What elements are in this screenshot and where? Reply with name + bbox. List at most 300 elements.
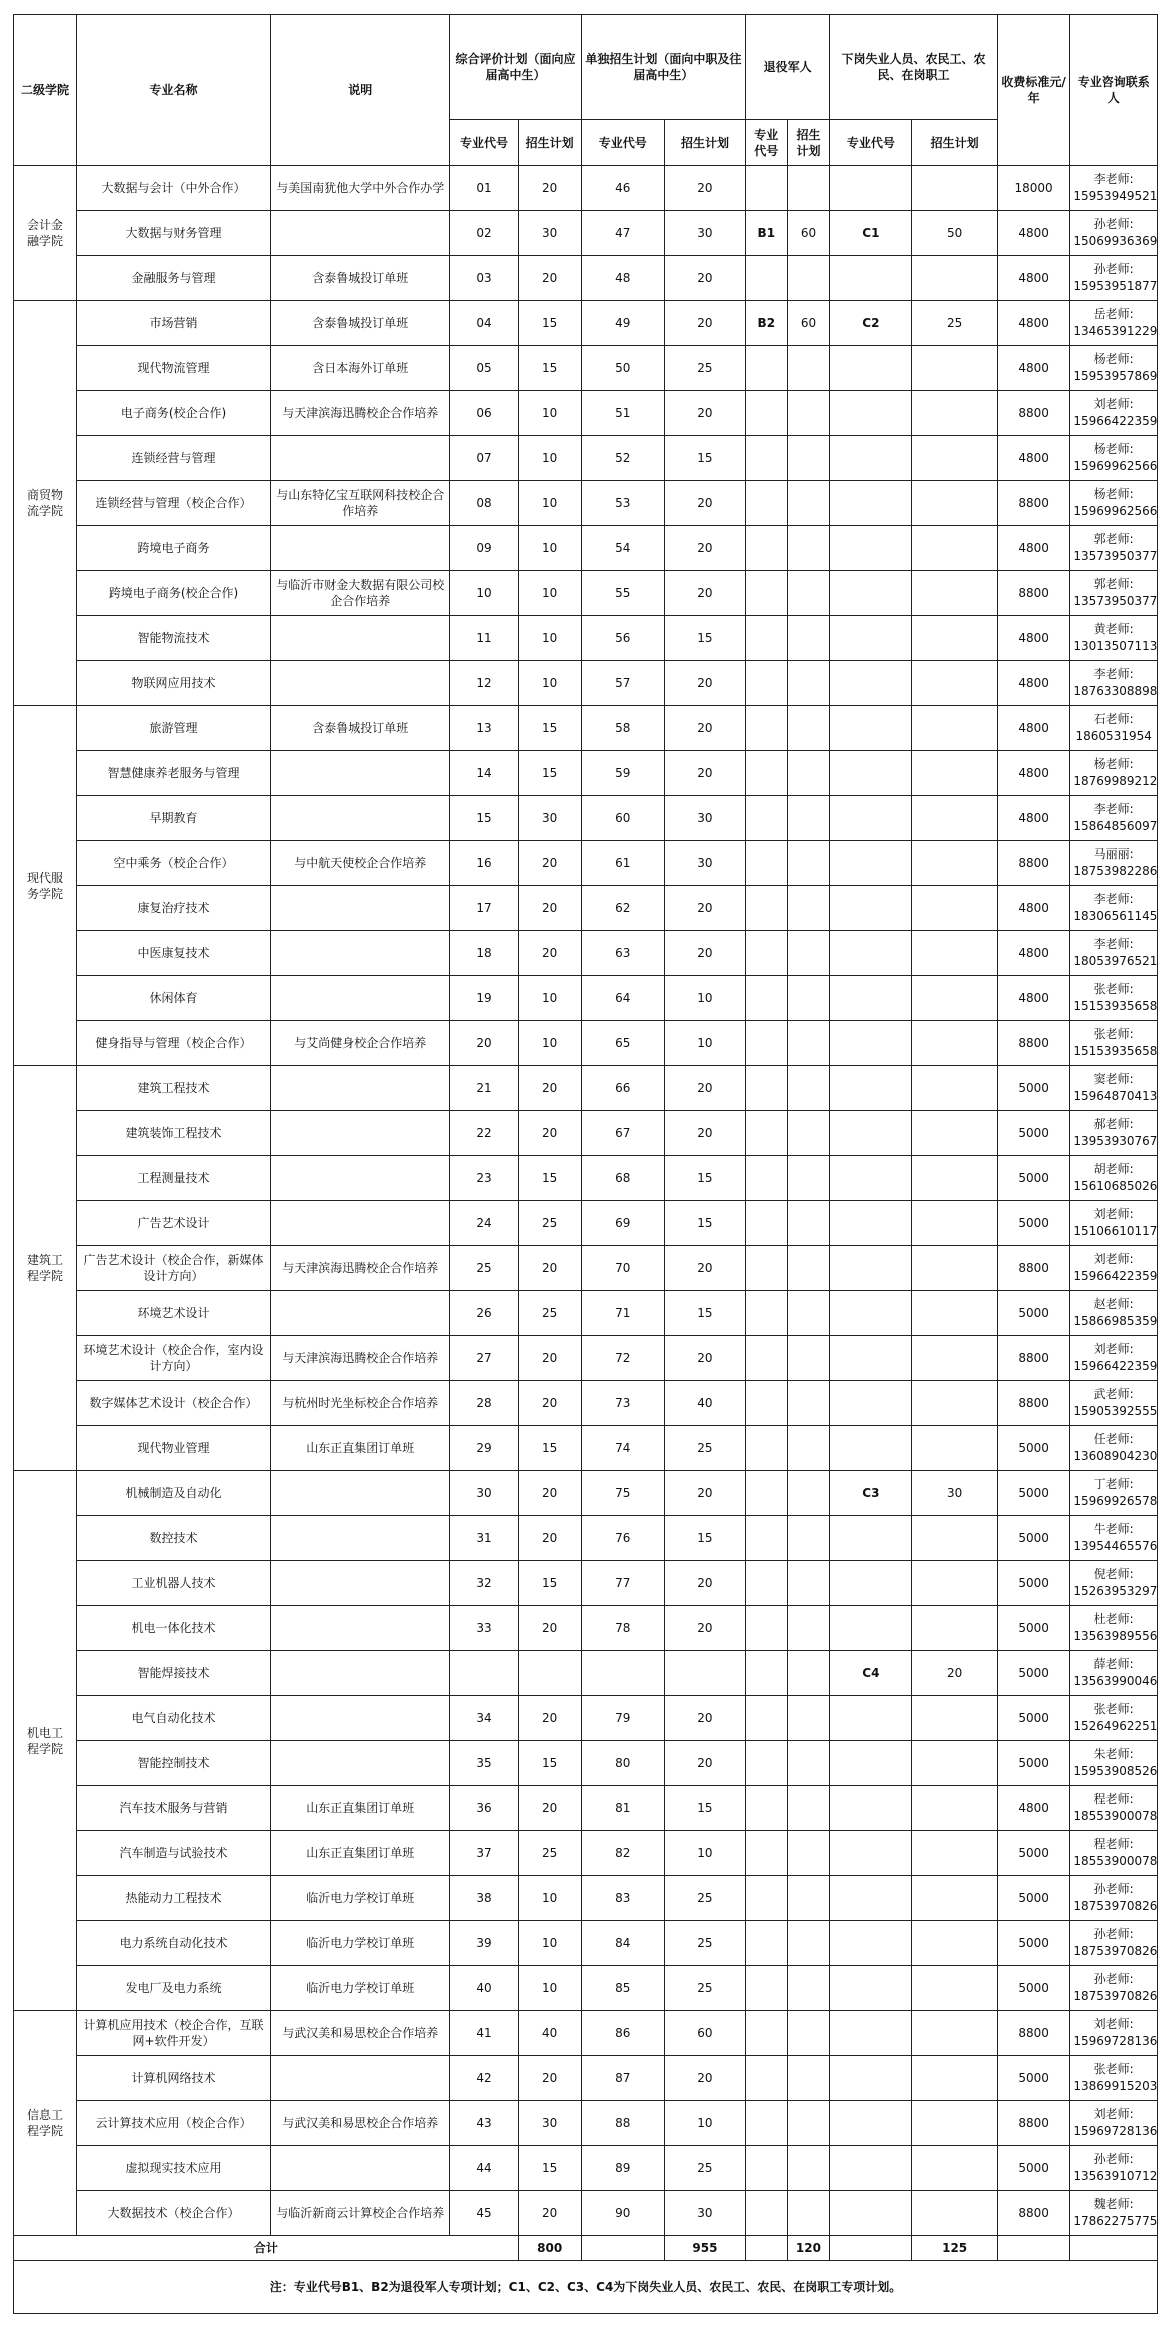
major-name: 发电厂及电力系统 [76, 1966, 270, 2011]
code-veteran [746, 1201, 788, 1246]
contact-cell [1070, 1246, 1158, 1291]
fee: 5000 [997, 1921, 1070, 1966]
major-desc: 与武汉美和易思校企合作培养 [271, 2011, 450, 2056]
table-row [14, 391, 1158, 436]
totals-spacer-1 [581, 2236, 664, 2261]
plan-comp-eval: 25 [518, 1291, 581, 1336]
plan-single: 20 [664, 1336, 745, 1381]
table-row [14, 1246, 1158, 1291]
code-comp-eval: 41 [450, 2011, 518, 2056]
plan-laid-off [912, 436, 997, 481]
code-laid-off [830, 1696, 912, 1741]
plan-veteran [787, 2191, 830, 2236]
plan-veteran [787, 2146, 830, 2191]
code-laid-off [830, 1516, 912, 1561]
major-name: 空中乘务（校企合作） [76, 841, 270, 886]
fee: 5000 [997, 1741, 1070, 1786]
code-laid-off: C1 [830, 211, 912, 256]
table-row [14, 436, 1158, 481]
plan-laid-off [912, 526, 997, 571]
plan-laid-off [912, 886, 997, 931]
plan-comp-eval: 10 [518, 661, 581, 706]
contact-cell [1070, 436, 1158, 481]
major-name: 大数据与会计（中外合作） [76, 166, 270, 211]
plan-veteran [787, 526, 830, 571]
major-name: 连锁经营与管理（校企合作） [76, 481, 270, 526]
contact-teacher: 李老师: [1093, 802, 1134, 816]
code-comp-eval: 14 [450, 751, 518, 796]
code-veteran [746, 2101, 788, 2146]
plan-veteran [787, 706, 830, 751]
code-single: 73 [581, 1381, 664, 1426]
major-desc [271, 1471, 450, 1516]
contact-teacher: 丁老师: [1093, 1477, 1134, 1491]
code-single: 62 [581, 886, 664, 931]
plan-single: 25 [664, 1426, 745, 1471]
fee: 5000 [997, 1876, 1070, 1921]
plan-veteran [787, 571, 830, 616]
plan-single: 20 [664, 1696, 745, 1741]
plan-comp-eval: 10 [518, 616, 581, 661]
contact-cell [1070, 841, 1158, 886]
table-row [14, 1156, 1158, 1201]
contact-teacher: 杨老师: [1093, 352, 1134, 366]
code-single: 86 [581, 2011, 664, 2056]
code-veteran [746, 2146, 788, 2191]
plan-laid-off [912, 1381, 997, 1426]
contact-cell [1070, 2101, 1158, 2146]
fee: 4800 [997, 931, 1070, 976]
code-comp-eval [450, 1651, 518, 1696]
major-name: 连锁经营与管理 [76, 436, 270, 481]
contact-cell [1070, 1651, 1158, 1696]
code-single: 77 [581, 1561, 664, 1606]
plan-veteran [787, 1606, 830, 1651]
contact-teacher: 杜老师: [1093, 1612, 1134, 1626]
header-plan-4: 招生计划 [912, 120, 997, 166]
code-comp-eval: 16 [450, 841, 518, 886]
plan-single: 30 [664, 2191, 745, 2236]
plan-single: 30 [664, 841, 745, 886]
plan-single: 20 [664, 301, 745, 346]
contact-phone: 15953951877 [1073, 279, 1158, 293]
plan-single [664, 1651, 745, 1696]
plan-comp-eval: 20 [518, 1336, 581, 1381]
table-row [14, 2011, 1158, 2056]
major-name: 建筑工程技术 [76, 1066, 270, 1111]
table-row [14, 1291, 1158, 1336]
contact-teacher: 张老师: [1093, 2062, 1134, 2076]
contact-teacher: 魏老师: [1093, 2197, 1134, 2211]
code-single: 64 [581, 976, 664, 1021]
contact-phone: 1860531954 [1075, 729, 1152, 743]
contact-cell [1070, 1111, 1158, 1156]
contact-teacher: 孙老师: [1093, 217, 1134, 231]
table-row [14, 1336, 1158, 1381]
college-name: 信息工程学院 [14, 2011, 77, 2236]
fee: 5000 [997, 1426, 1070, 1471]
fee: 5000 [997, 1651, 1070, 1696]
table-row [14, 1381, 1158, 1426]
code-veteran [746, 1921, 788, 1966]
fee: 5000 [997, 1561, 1070, 1606]
header-code-3: 专业代号 [746, 120, 788, 166]
plan-single: 20 [664, 1111, 745, 1156]
table-row [14, 346, 1158, 391]
plan-laid-off [912, 481, 997, 526]
major-name: 市场营销 [76, 301, 270, 346]
table-row [14, 1696, 1158, 1741]
plan-single: 20 [664, 166, 745, 211]
code-comp-eval: 42 [450, 2056, 518, 2101]
table-row [14, 571, 1158, 616]
plan-laid-off [912, 1021, 997, 1066]
plan-comp-eval: 10 [518, 436, 581, 481]
contact-teacher: 张老师: [1093, 1027, 1134, 1041]
contact-cell [1070, 571, 1158, 616]
plan-comp-eval: 15 [518, 301, 581, 346]
code-comp-eval: 33 [450, 1606, 518, 1651]
code-comp-eval: 34 [450, 1696, 518, 1741]
table-row [14, 2191, 1158, 2236]
plan-veteran: 60 [787, 211, 830, 256]
code-veteran [746, 1426, 788, 1471]
plan-laid-off [912, 571, 997, 616]
code-laid-off [830, 1966, 912, 2011]
code-veteran [746, 2191, 788, 2236]
fee: 5000 [997, 1291, 1070, 1336]
major-desc: 与天津滨海迅腾校企合作培养 [271, 391, 450, 436]
table-row [14, 661, 1158, 706]
plan-single: 20 [664, 886, 745, 931]
plan-veteran [787, 1156, 830, 1201]
code-veteran [746, 1111, 788, 1156]
fee: 5000 [997, 1516, 1070, 1561]
plan-single: 25 [664, 346, 745, 391]
plan-laid-off [912, 2146, 997, 2191]
major-desc [271, 976, 450, 1021]
code-single: 57 [581, 661, 664, 706]
major-name: 数控技术 [76, 1516, 270, 1561]
major-name: 建筑装饰工程技术 [76, 1111, 270, 1156]
header-code-2: 专业代号 [581, 120, 664, 166]
plan-veteran [787, 2011, 830, 2056]
contact-cell [1070, 1201, 1158, 1246]
table-row [14, 1516, 1158, 1561]
code-laid-off [830, 1741, 912, 1786]
major-desc [271, 1606, 450, 1651]
header-plan-1: 招生计划 [518, 120, 581, 166]
code-comp-eval: 39 [450, 1921, 518, 1966]
code-laid-off [830, 661, 912, 706]
plan-veteran [787, 2056, 830, 2101]
code-comp-eval: 22 [450, 1111, 518, 1156]
plan-laid-off [912, 1831, 997, 1876]
plan-laid-off [912, 1426, 997, 1471]
plan-laid-off [912, 841, 997, 886]
totals-spacer-4 [997, 2236, 1070, 2261]
code-single: 56 [581, 616, 664, 661]
plan-comp-eval: 15 [518, 1561, 581, 1606]
contact-phone: 18753970826 [1073, 1989, 1158, 2003]
code-laid-off [830, 841, 912, 886]
code-laid-off [830, 751, 912, 796]
major-desc [271, 2146, 450, 2191]
plan-veteran [787, 616, 830, 661]
code-single: 82 [581, 1831, 664, 1876]
plan-single: 15 [664, 1516, 745, 1561]
table-row [14, 976, 1158, 1021]
code-single: 51 [581, 391, 664, 436]
plan-laid-off [912, 1561, 997, 1606]
totals-row [14, 2236, 1158, 2261]
major-desc [271, 526, 450, 571]
code-laid-off [830, 1426, 912, 1471]
code-laid-off [830, 2101, 912, 2146]
code-laid-off [830, 886, 912, 931]
header-major: 专业名称 [76, 15, 270, 166]
contact-cell [1070, 166, 1158, 211]
fee: 4800 [997, 751, 1070, 796]
totals-plan-1: 800 [518, 2236, 581, 2261]
contact-cell [1070, 1876, 1158, 1921]
contact-cell [1070, 1966, 1158, 2011]
major-desc: 含泰鲁城投订单班 [271, 301, 450, 346]
contact-phone: 15953957869 [1073, 369, 1158, 383]
plan-laid-off [912, 1606, 997, 1651]
contact-teacher: 岳老师: [1093, 307, 1134, 321]
major-name: 计算机网络技术 [76, 2056, 270, 2101]
major-name: 机械制造及自动化 [76, 1471, 270, 1516]
code-laid-off [830, 976, 912, 1021]
plan-laid-off: 25 [912, 301, 997, 346]
code-single: 78 [581, 1606, 664, 1651]
major-desc: 临沂电力学校订单班 [271, 1876, 450, 1921]
plan-comp-eval: 20 [518, 1471, 581, 1516]
code-single: 84 [581, 1921, 664, 1966]
contact-cell [1070, 1516, 1158, 1561]
major-desc: 临沂电力学校订单班 [271, 1966, 450, 2011]
plan-single: 20 [664, 1471, 745, 1516]
code-veteran [746, 1156, 788, 1201]
plan-veteran [787, 436, 830, 481]
contact-phone: 17862275775 [1073, 2214, 1158, 2228]
plan-veteran [787, 256, 830, 301]
fee: 5000 [997, 1156, 1070, 1201]
code-veteran [746, 436, 788, 481]
code-comp-eval: 12 [450, 661, 518, 706]
fee: 4800 [997, 796, 1070, 841]
code-comp-eval: 07 [450, 436, 518, 481]
plan-laid-off [912, 1696, 997, 1741]
major-name: 早期教育 [76, 796, 270, 841]
code-comp-eval: 09 [450, 526, 518, 571]
contact-cell [1070, 256, 1158, 301]
major-desc [271, 1696, 450, 1741]
code-veteran [746, 886, 788, 931]
code-comp-eval: 01 [450, 166, 518, 211]
major-desc: 与杭州时光坐标校企合作培养 [271, 1381, 450, 1426]
note-row [14, 2261, 1158, 2314]
major-desc [271, 1516, 450, 1561]
plan-comp-eval: 25 [518, 1201, 581, 1246]
major-name: 电气自动化技术 [76, 1696, 270, 1741]
code-veteran [746, 2011, 788, 2056]
plan-veteran [787, 1201, 830, 1246]
plan-single: 15 [664, 1291, 745, 1336]
contact-teacher: 孙老师: [1093, 1882, 1134, 1896]
major-name: 大数据与财务管理 [76, 211, 270, 256]
plan-comp-eval: 20 [518, 1381, 581, 1426]
plan-single: 15 [664, 1786, 745, 1831]
code-comp-eval: 06 [450, 391, 518, 436]
contact-phone: 13608904230 [1073, 1449, 1158, 1463]
contact-cell [1070, 301, 1158, 346]
college-name: 商贸物流学院 [14, 301, 77, 706]
contact-teacher: 孙老师: [1093, 262, 1134, 276]
plan-veteran [787, 166, 830, 211]
major-name: 数字媒体艺术设计（校企合作） [76, 1381, 270, 1426]
major-desc [271, 616, 450, 661]
major-name: 物联网应用技术 [76, 661, 270, 706]
plan-veteran [787, 346, 830, 391]
plan-veteran [787, 391, 830, 436]
table-row [14, 1426, 1158, 1471]
major-desc: 与武汉美和易思校企合作培养 [271, 2101, 450, 2146]
college-name: 现代服务学院 [14, 706, 77, 1066]
plan-single: 15 [664, 1201, 745, 1246]
enrollment-plan-table [13, 14, 1158, 2314]
major-name: 工业机器人技术 [76, 1561, 270, 1606]
code-veteran [746, 1651, 788, 1696]
plan-laid-off [912, 1786, 997, 1831]
code-veteran [746, 1381, 788, 1426]
code-single: 48 [581, 256, 664, 301]
contact-phone: 15969962566 [1073, 459, 1158, 473]
contact-cell [1070, 2011, 1158, 2056]
code-laid-off [830, 481, 912, 526]
header-veteran: 退役军人 [746, 15, 830, 120]
table-row [14, 1066, 1158, 1111]
contact-phone: 18053976521 [1073, 954, 1158, 968]
fee: 5000 [997, 1966, 1070, 2011]
fee: 5000 [997, 1066, 1070, 1111]
plan-veteran [787, 661, 830, 706]
plan-laid-off [912, 1921, 997, 1966]
major-name: 健身指导与管理（校企合作） [76, 1021, 270, 1066]
code-single [581, 1651, 664, 1696]
code-veteran: B1 [746, 211, 788, 256]
plan-single: 20 [664, 751, 745, 796]
table-row [14, 796, 1158, 841]
plan-veteran [787, 1876, 830, 1921]
code-laid-off [830, 1876, 912, 1921]
contact-cell [1070, 526, 1158, 571]
plan-comp-eval: 15 [518, 346, 581, 391]
code-veteran [746, 1696, 788, 1741]
contact-phone: 15610685026 [1073, 1179, 1158, 1193]
contact-cell [1070, 1471, 1158, 1516]
plan-veteran [787, 1111, 830, 1156]
major-name: 跨境电子商务 [76, 526, 270, 571]
code-laid-off: C2 [830, 301, 912, 346]
code-single: 66 [581, 1066, 664, 1111]
code-laid-off [830, 1561, 912, 1606]
code-laid-off [830, 1246, 912, 1291]
totals-spacer-5 [1070, 2236, 1158, 2261]
contact-phone: 15069936369 [1073, 234, 1158, 248]
major-name: 电力系统自动化技术 [76, 1921, 270, 1966]
totals-label: 合计 [14, 2236, 519, 2261]
plan-laid-off [912, 2056, 997, 2101]
code-comp-eval: 05 [450, 346, 518, 391]
contact-teacher: 胡老师: [1093, 1162, 1134, 1176]
plan-laid-off: 20 [912, 1651, 997, 1696]
major-name: 计算机应用技术（校企合作，互联网+软件开发） [76, 2011, 270, 2056]
code-comp-eval: 10 [450, 571, 518, 616]
code-veteran [746, 2056, 788, 2101]
header-code-1: 专业代号 [450, 120, 518, 166]
contact-phone: 15866985359 [1073, 1314, 1158, 1328]
code-veteran [746, 796, 788, 841]
contact-teacher: 李老师: [1093, 667, 1134, 681]
table-row [14, 166, 1158, 211]
plan-veteran [787, 481, 830, 526]
table-row [14, 211, 1158, 256]
code-veteran [746, 976, 788, 1021]
contact-teacher: 马丽丽: [1093, 847, 1134, 861]
code-veteran: B2 [746, 301, 788, 346]
contact-teacher: 张老师: [1093, 1702, 1134, 1716]
code-laid-off [830, 1156, 912, 1201]
fee: 8800 [997, 481, 1070, 526]
code-veteran [746, 391, 788, 436]
fee: 8800 [997, 1021, 1070, 1066]
major-name: 汽车制造与试验技术 [76, 1831, 270, 1876]
plan-laid-off [912, 661, 997, 706]
major-name: 智能焊接技术 [76, 1651, 270, 1696]
code-veteran [746, 526, 788, 571]
fee: 5000 [997, 2056, 1070, 2101]
plan-single: 20 [664, 391, 745, 436]
code-comp-eval: 35 [450, 1741, 518, 1786]
code-comp-eval: 28 [450, 1381, 518, 1426]
plan-laid-off: 50 [912, 211, 997, 256]
totals-spacer-2 [746, 2236, 788, 2261]
table-body [14, 166, 1158, 2236]
contact-phone: 15969962566 [1073, 504, 1158, 518]
code-veteran [746, 481, 788, 526]
major-desc [271, 796, 450, 841]
code-single: 87 [581, 2056, 664, 2101]
contact-cell [1070, 661, 1158, 706]
code-single: 80 [581, 1741, 664, 1786]
major-desc [271, 1156, 450, 1201]
contact-teacher: 程老师: [1093, 1792, 1134, 1806]
major-desc [271, 1651, 450, 1696]
contact-phone: 15153935658 [1073, 999, 1158, 1013]
plan-single: 15 [664, 1156, 745, 1201]
code-veteran [746, 1066, 788, 1111]
plan-single: 25 [664, 1921, 745, 1966]
major-name: 工程测量技术 [76, 1156, 270, 1201]
table-row [14, 2146, 1158, 2191]
table-row [14, 1606, 1158, 1651]
contact-cell [1070, 1066, 1158, 1111]
plan-single: 20 [664, 1606, 745, 1651]
major-name: 虚拟现实技术应用 [76, 2146, 270, 2191]
code-single: 47 [581, 211, 664, 256]
